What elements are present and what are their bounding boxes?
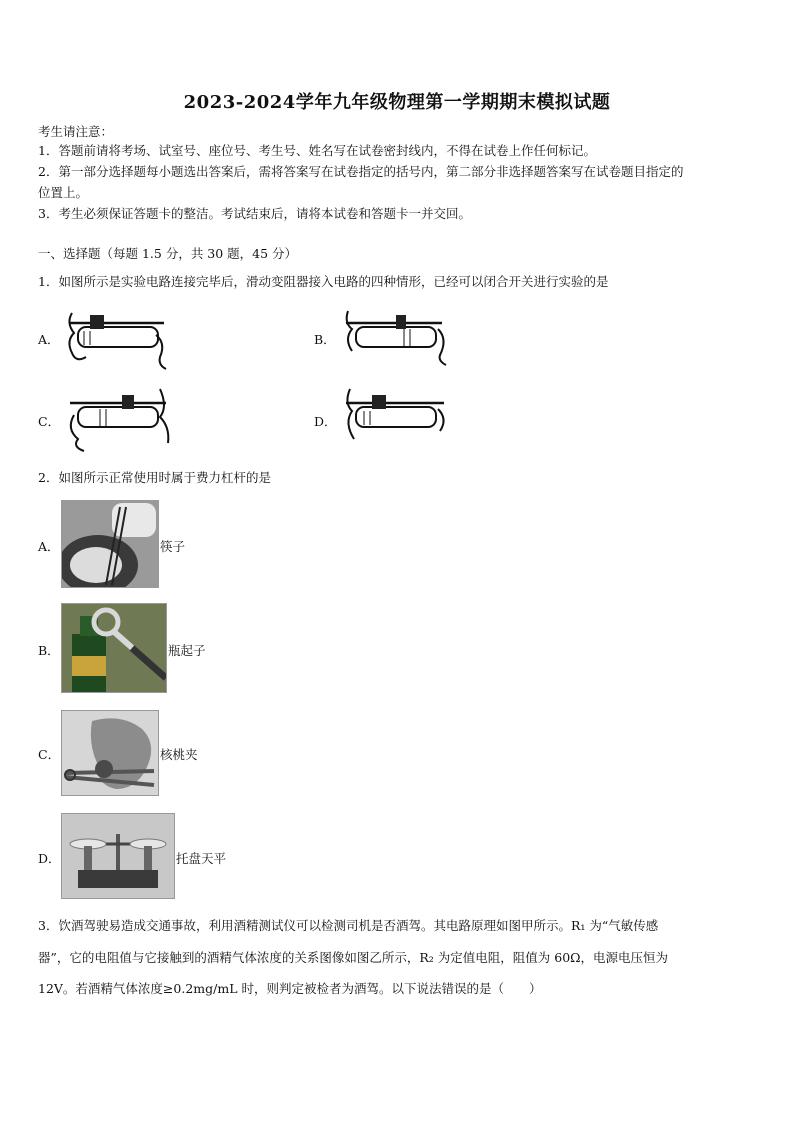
- q2-option-d-label: D．: [38, 851, 61, 866]
- q2-option-d-text: 托盘天平: [176, 851, 227, 866]
- q3-line-2: 器”，它的电阻值与它接触到的酒精气体浓度的关系图像如图乙所示，R₂ 为定值电阻，阻值为 60Ω，电源电压恒为: [38, 950, 669, 965]
- q2-option-a-text: 筷子: [160, 539, 186, 554]
- q2-option-b-text: 瓶起子: [168, 643, 206, 658]
- q1-option-b-label: B．: [314, 332, 336, 347]
- section-heading: 一、选择题（每题 1.5 分，共 30 题，45 分）: [38, 246, 298, 261]
- page-title: 2023-2024学年九年级物理第一学期期末模拟试题: [183, 92, 611, 113]
- q2-option-c-text: 核桃夹: [160, 747, 198, 762]
- bottle-opener-photo: [61, 603, 167, 693]
- rheostat-figure-a: [60, 305, 180, 375]
- notice-item-1: 1．答题前请将考场、试室号、座位号、考生号、姓名写在试卷密封线内，不得在试卷上作任何标记。: [38, 143, 596, 158]
- q1-option-d-label: D．: [314, 414, 337, 429]
- notice-item-2-cont: 位置上。: [38, 185, 89, 200]
- q2-stem: 2．如图所示正常使用时属于费力杠杆的是: [38, 470, 271, 485]
- q2-option-b-label: B．: [38, 643, 60, 658]
- q2-option-a-label: A．: [38, 539, 60, 554]
- q1-option-a-label: A．: [38, 332, 60, 347]
- balance-photo: [61, 813, 175, 899]
- q1-stem: 1．如图所示是实验电路连接完毕后，滑动变阻器接入电路的四种情形，已经可以闭合开关进行实验的是: [38, 274, 609, 289]
- nutcracker-photo: [61, 710, 159, 796]
- chopsticks-photo: [61, 500, 159, 588]
- q1-option-c-label: C．: [38, 414, 61, 429]
- notice-heading: 考生请注意：: [38, 124, 114, 139]
- q3-line-1: 3．饮酒驾驶易造成交通事故，利用酒精测试仪可以检测司机是否酒驾。其电路原理如图甲所示。R₁ 为“气敏传感: [38, 918, 659, 933]
- notice-item-3: 3．考生必须保证答题卡的整洁。考试结束后，请将本试卷和答题卡一并交回。: [38, 206, 471, 221]
- rheostat-figure-c: [60, 385, 180, 455]
- q2-option-c-label: C．: [38, 747, 61, 762]
- rheostat-figure-b: [338, 305, 458, 375]
- q3-line-3: 12V。若酒精气体浓度≥0.2mg/mL 时，则判定被检者为酒驾。以下说法错误的是（ ）: [38, 981, 542, 996]
- notice-item-2: 2．第一部分选择题每小题选出答案后，需将答案写在试卷指定的括号内，第二部分非选择题答案写在试卷题目指定的: [38, 164, 684, 179]
- rheostat-figure-d: [338, 385, 458, 455]
